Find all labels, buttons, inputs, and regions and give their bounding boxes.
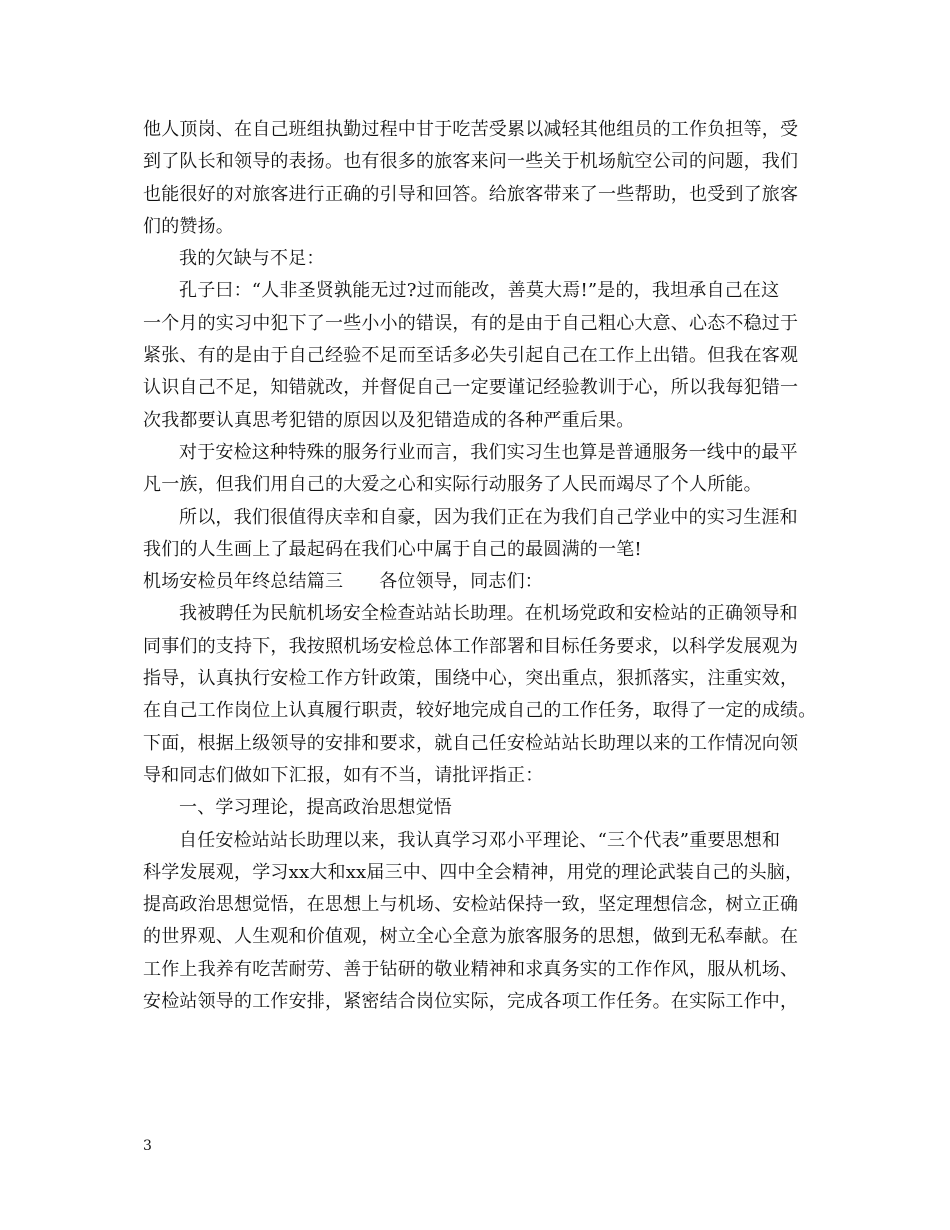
text-line: 一个月的实习中犯下了一些小小的错误，有的是由于自己粗心大意、心态不稳过于 [143, 312, 799, 334]
text-line: 提高政治思想觉悟，在思想上与机场、安检站保持一致，坚定理想信念，树立正确 [143, 894, 799, 916]
text-line: 所以，我们很值得庆幸和自豪，因为我们正在为我们自己学业中的实习生涯和 [179, 506, 798, 528]
text-line: 我们的人生画上了最起码在我们心中属于自己的最圆满的一笔! [143, 538, 642, 560]
text-line: 次我都要认真思考犯错的原因以及犯错造成的各种严重后果。 [143, 409, 635, 431]
text-line: 我被聘任为民航机场安全检查站站长助理。在机场党政和安检站的正确领导和 [179, 603, 798, 625]
text-line: 认识自己不足，知错就改，并督促自己一定要谨记经验教训于心，所以我每犯错一 [143, 377, 799, 399]
text-line: 对于安检这种特殊的服务行业而言，我们实习生也算是普通服务一线中的最平 [179, 441, 798, 463]
text-line: 孔子曰：“人非圣贤孰能无过?过而能改，善莫大焉!”是的，我坦承自己在这 [179, 280, 780, 302]
text-line: 的世界观、人生观和价值观，树立全心全意为旅客服务的思想，做到无私奉献。在 [143, 926, 799, 948]
text-line: 们的赞扬。 [143, 215, 234, 237]
section-heading-line [143, 566, 833, 598]
text-line: 在自己工作岗位上认真履行职责，较好地完成自己的工作任务，取得了一定的成绩。 [143, 700, 817, 722]
text-line: 也能很好的对旅客进行正确的引导和回答。给旅客带来了一些帮助，也受到了旅客 [143, 183, 799, 205]
section-title: 机场安检员年终总结篇三 [143, 571, 344, 593]
text-line: 同事们的支持下，我按照机场安检总体工作部署和目标任务要求，以科学发展观为 [143, 635, 799, 657]
text-line: 指导，认真执行安检工作方针政策，围绕中心，突出重点，狠抓落实，注重实效， [143, 668, 799, 690]
subheading: 一、学习理论，提高政治思想觉悟 [179, 797, 452, 819]
text-line: 他人顶岗、在自己班组执勤过程中甘于吃苦受累以减轻其他组员的工作负担等，受 [143, 119, 799, 140]
salutation: 各位领导，同志们： [379, 571, 544, 593]
text-line: 到了队长和领导的表扬。也有很多的旅客来问一些关于机场航空公司的问题，我们 [143, 151, 799, 173]
text-line: 科学发展观，学习xx大和xx届三中、四中全会精神，用党的理论武装自己的头脑， [143, 861, 804, 883]
text-line: 安检站领导的工作安排，紧密结合岗位实际，完成各项工作任务。在实际工作中， [143, 991, 799, 1013]
body-text [143, 114, 833, 1018]
page-number: 3 [143, 1138, 152, 1154]
text-line: 我的欠缺与不足： [179, 248, 325, 270]
text-line: 凡一族，但我们用自己的大爱之心和实际行动服务了人民而竭尽了个人所能。 [143, 474, 762, 496]
text-line: 工作上我养有吃苦耐劳、善于钻研的敬业精神和求真务实的工作作风，服从机场、 [143, 958, 799, 980]
text-line: 自任安检站站长助理以来，我认真学习邓小平理论、“三个代表”重要思想和 [179, 829, 781, 851]
text-line: 紧张、有的是由于自己经验不足而至话多必失引起自己在工作上出错。但我在客观 [143, 345, 799, 367]
text-line: 下面，根据上级领导的安排和要求，就自己任安检站站长助理以来的工作情况向领 [143, 732, 799, 754]
text-line: 导和同志们做如下汇报，如有不当，请批评指正： [143, 764, 544, 786]
